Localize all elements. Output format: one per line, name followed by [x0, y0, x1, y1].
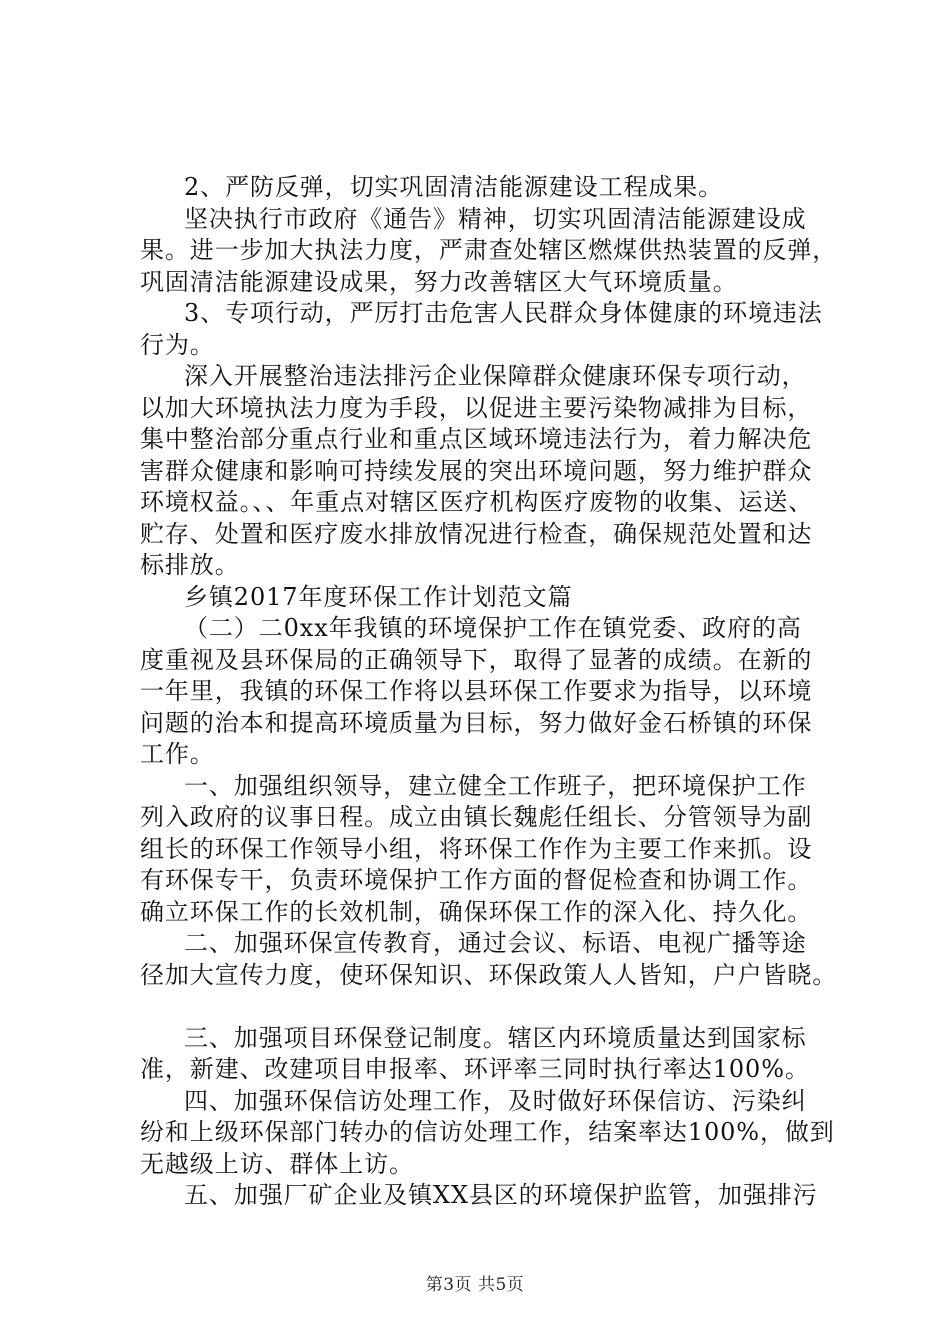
paragraph-line: 三、加强项目环保登记制度。辖区内环境质量达到国家标 [184, 1023, 807, 1052]
paragraph-line: 二、加强环保宣传教育，通过会议、标语、电视广播等途 [184, 929, 807, 957]
page-number-footer: 第3页 共5页 [425, 1275, 525, 1295]
paragraph-line: 纷和上级环保部门转办的信访处理工作，结案率达100%，做到 [140, 1118, 835, 1146]
paragraph-line: 径加大宣传力度，使环保知识、环保政策人人皆知，户户皆晓。 [140, 960, 838, 989]
paragraph-line: 果。进一步加大执法力度，严肃查处辖区燃煤供热装置的反弹， [140, 236, 838, 264]
paragraph-line: 准，新建、改建项目申报率、环评率三同时执行率达100%。 [140, 1055, 810, 1083]
paragraph-line: 组长的环保工作领导小组，将环保工作作为主要工作来抓。设 [140, 834, 813, 863]
paragraph-line: 四、加强环保信访处理工作，及时做好环保信访、污染纠 [184, 1086, 807, 1115]
paragraph-line: 坚决执行市政府《通告》精神，切实巩固清洁能源建设成 [184, 204, 807, 233]
paragraph-line: 问题的治本和提高环境质量为目标，努力做好金石桥镇的环保 [140, 708, 813, 737]
paragraph-line: 工作。 [140, 740, 215, 768]
paragraph-line: 度重视及县环保局的正确领导下，取得了显著的成绩。在新的 [140, 645, 813, 674]
document-body [140, 172, 860, 1212]
paragraph-line: 列入政府的议事日程。成立由镇长魏彪任组长、分管领导为副 [140, 803, 813, 831]
paragraph-line: 一、加强组织领导，建立健全工作班子，把环境保护工作 [184, 771, 807, 800]
paragraph-line: （二）二0xx年我镇的环境保护工作在镇党委、政府的高 [184, 614, 802, 642]
paragraph-line: 巩固清洁能源建设成果，努力改善辖区大气环境质量。 [140, 267, 738, 296]
paragraph-line: 深入开展整治违法排污企业保障群众健康环保专项行动， [184, 362, 807, 390]
paragraph-line: 集中整治部分重点行业和重点区域环境违法行为，着力解决危 [140, 425, 813, 453]
section-heading: 3、专项行动，严厉打击危害人民群众身体健康的环境违法 [184, 299, 823, 327]
paragraph-line: 五、加强厂矿企业及镇XX县区的环境保护监管，加强排污 [184, 1181, 818, 1209]
paragraph-line: 行为。 [140, 330, 215, 359]
paragraph-line: 以加大环境执法力度为手段，以促进主要污染物减排为目标， [140, 393, 813, 422]
section-heading: 2、严防反弹，切实巩固清洁能源建设工程成果。 [184, 173, 724, 201]
paragraph-line: 确立环保工作的长效机制，确保环保工作的深入化、持久化。 [140, 897, 813, 926]
article-title: 乡镇2017年度环保工作计划范文篇 [184, 582, 573, 611]
paragraph-line: 害群众健康和影响可持续发展的突出环境问题，努力维护群众 [140, 456, 813, 485]
paragraph-line: 有环保专干，负责环境保护工作方面的督促检查和协调工作。 [140, 866, 813, 894]
paragraph-line: 无越级上访、群体上访。 [140, 1149, 414, 1178]
paragraph-line: 环境权益。、、年重点对辖区医疗机构医疗废物的收集、运送、 [140, 488, 814, 516]
paragraph-line: 标排放。 [140, 551, 240, 579]
paragraph-line: 一年里，我镇的环保工作将以县环保工作要求为指导，以环境 [140, 677, 813, 705]
paragraph-line: 贮存、处置和医疗废水排放情况进行检查，确保规范处置和达 [140, 519, 813, 548]
